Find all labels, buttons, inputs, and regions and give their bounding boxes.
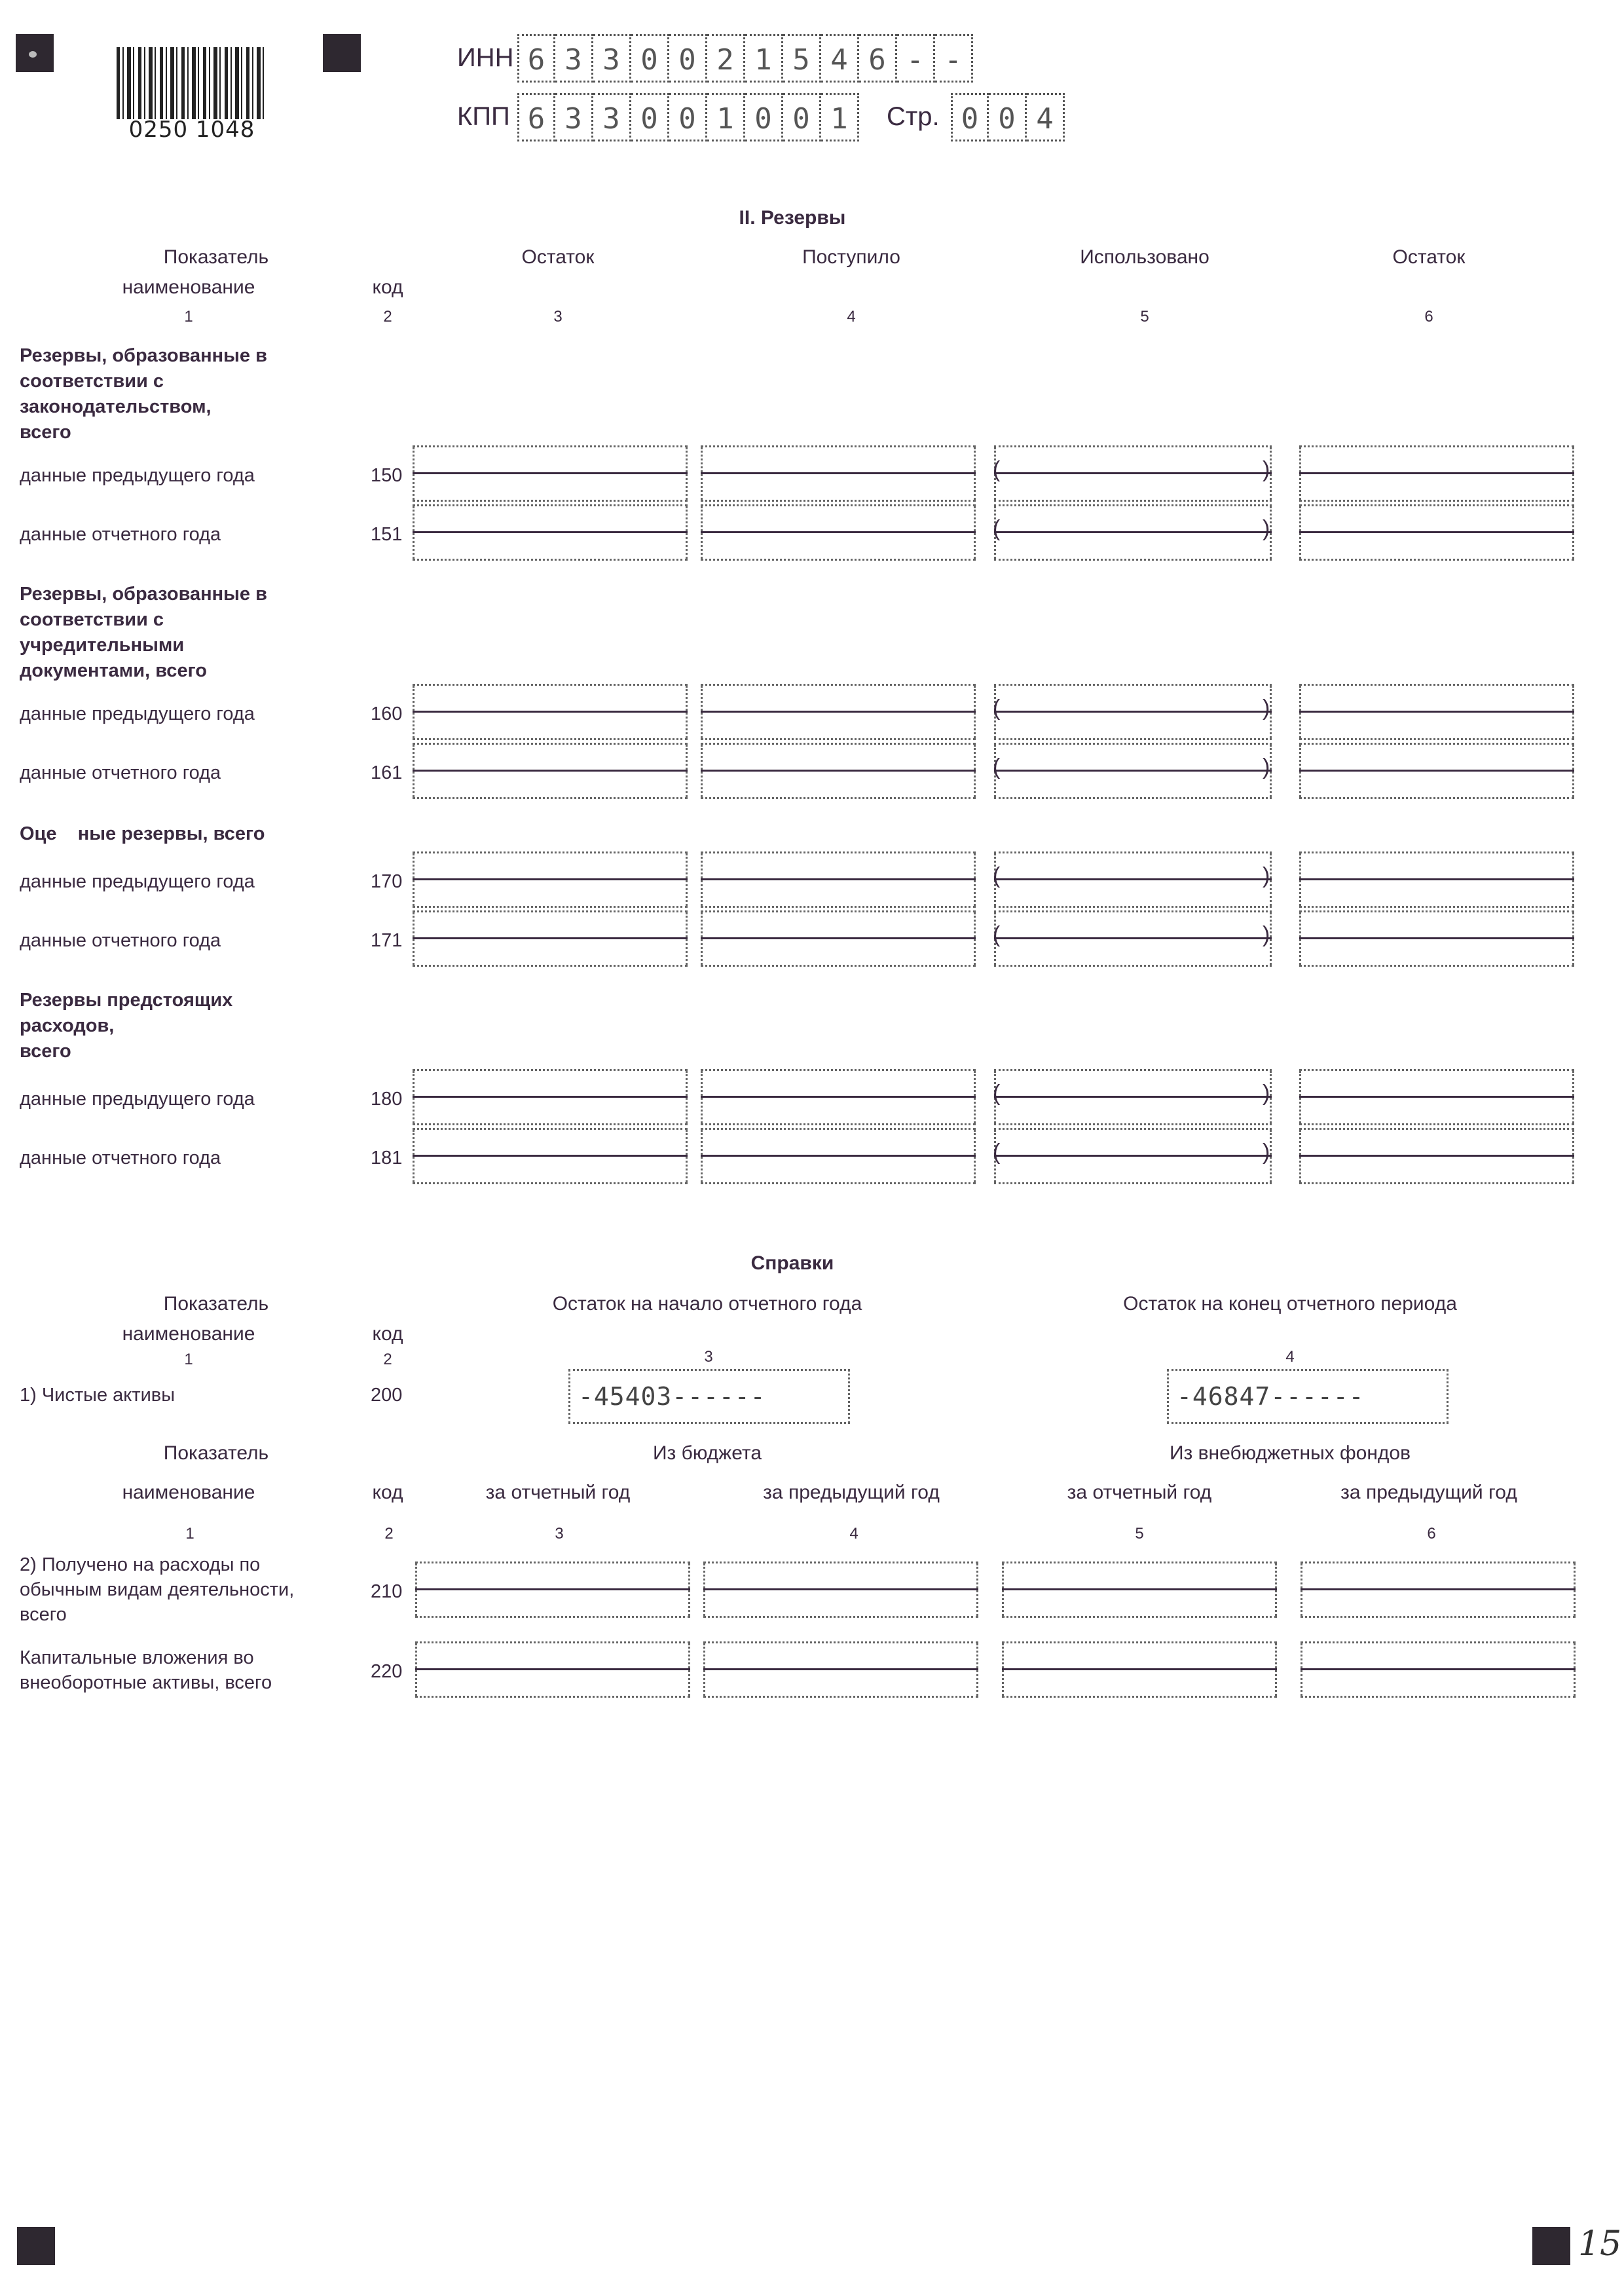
balance-start-field[interactable]	[413, 445, 688, 502]
inn-cell: 1	[745, 34, 783, 83]
balance-end-field[interactable]	[1299, 743, 1574, 799]
close-paren: )	[1263, 863, 1270, 888]
offbudget-reporting-year-field[interactable]	[1002, 1562, 1277, 1618]
close-paren: )	[1263, 696, 1270, 720]
balance-end-field[interactable]	[1299, 910, 1574, 967]
section-title-line: законодательством,	[20, 396, 212, 417]
balance-start-field[interactable]	[413, 684, 688, 740]
col-code-header: код	[372, 276, 403, 298]
registration-marker-bottom-right	[1532, 2227, 1570, 2265]
kpp-cell: 6	[517, 93, 555, 141]
col-number: 3	[555, 1525, 564, 1543]
close-paren: )	[1263, 755, 1270, 779]
row-label: данные предыдущего года	[20, 465, 255, 486]
section-title-line: всего	[20, 422, 71, 443]
used-field[interactable]	[994, 1069, 1272, 1125]
handwritten-page-number: 15	[1578, 2224, 1622, 2264]
section-title-legal-reserves	[20, 343, 267, 445]
row-210-label	[20, 1552, 294, 1627]
row-210-label-line: обычным видам деятельности,	[20, 1579, 295, 1600]
used-field[interactable]	[994, 445, 1272, 502]
col-offbudget-reporting-year: за отчетный год	[1067, 1482, 1212, 1503]
col-number: 6	[1424, 308, 1433, 326]
row-210-code: 210	[371, 1581, 403, 1602]
inn-cell: 2	[707, 34, 745, 83]
ref-col-start-header: Остаток на начало отчетного года	[552, 1293, 862, 1315]
section-title-charter-reserves	[20, 582, 267, 684]
used-field[interactable]	[994, 851, 1272, 908]
section-title-line: Резервы предстоящих	[20, 990, 233, 1011]
col-budget-reporting-year: за отчетный год	[485, 1482, 631, 1503]
ref-col-code-header: код	[372, 1323, 403, 1345]
col-balance-end-header: Остаток	[1392, 246, 1466, 268]
col-offbudget-previous-year: за предыдущий год	[1340, 1482, 1517, 1503]
close-paren: )	[1263, 1140, 1270, 1165]
page-cell: 4	[1027, 93, 1065, 141]
col-number: 3	[704, 1348, 713, 1366]
page-cell: 0	[989, 93, 1027, 141]
col-number: 4	[847, 308, 856, 326]
offbudget-previous-year-field[interactable]	[1301, 1562, 1576, 1618]
row-label: данные предыдущего года	[20, 871, 255, 892]
row-code: 170	[371, 871, 403, 892]
col-number: 2	[384, 1525, 394, 1543]
offbudget-reporting-year-field[interactable]	[1002, 1641, 1277, 1698]
row-code: 160	[371, 703, 403, 724]
page-label: Стр.	[887, 102, 940, 131]
kpp-label: КПП	[457, 102, 510, 131]
row-210-label-line: всего	[20, 1604, 67, 1625]
col-indicator-header: Показатель	[163, 246, 269, 268]
balance-start-field[interactable]	[413, 743, 688, 799]
used-field[interactable]	[994, 1128, 1272, 1184]
section-title-valuation-reserves	[20, 821, 265, 847]
close-paren: )	[1263, 516, 1270, 541]
row-code: 151	[371, 524, 403, 545]
balance-start-field[interactable]	[413, 851, 688, 908]
balance-start-field[interactable]	[413, 1128, 688, 1184]
kpp-cell: 0	[745, 93, 783, 141]
section-title-line: Резервы, образованные в	[20, 345, 267, 366]
inn-cell: 3	[593, 34, 631, 83]
inn-cell: 0	[631, 34, 669, 83]
row-code: 150	[371, 465, 403, 486]
ref-col-name-header: наименование	[122, 1323, 255, 1345]
open-paren: (	[993, 516, 1001, 541]
page-cell: 0	[951, 93, 989, 141]
ref2-col-name-header: наименование	[122, 1482, 255, 1503]
barcode-number: 0250 1048	[128, 117, 255, 143]
page-cells	[951, 93, 1065, 141]
inn-cell: 4	[821, 34, 859, 83]
barcode	[117, 47, 267, 145]
section-title-line: документами, всего	[20, 660, 207, 681]
received-field[interactable]	[701, 1128, 976, 1184]
col-number: 1	[185, 1525, 194, 1543]
row-label: данные предыдущего года	[20, 703, 255, 724]
col-number: 2	[383, 308, 392, 326]
open-paren: (	[993, 863, 1001, 888]
net-assets-code: 200	[371, 1385, 403, 1406]
col-budget-header: Из бюджета	[652, 1442, 762, 1464]
inn-cells	[517, 34, 973, 83]
col-number: 4	[849, 1525, 858, 1543]
budget-previous-year-field[interactable]	[703, 1562, 978, 1618]
open-paren: (	[993, 922, 1001, 947]
section-title-line: Резервы, образованные в	[20, 584, 267, 605]
barcode-bars	[117, 47, 267, 119]
col-number: 6	[1427, 1525, 1436, 1543]
kpp-cell: 0	[669, 93, 707, 141]
kpp-cell: 0	[631, 93, 669, 141]
col-number: 1	[184, 308, 193, 326]
inn-cell: 3	[555, 34, 593, 83]
open-paren: (	[993, 755, 1001, 779]
budget-previous-year-field[interactable]	[703, 1641, 978, 1698]
row-220-label-line: внеоборотные активы, всего	[20, 1672, 272, 1693]
row-220-code: 220	[371, 1661, 403, 1682]
balance-end-field[interactable]	[1299, 445, 1574, 502]
inn-cell: -	[897, 34, 935, 83]
open-paren: (	[993, 457, 1001, 482]
section-title-line: учредительными	[20, 635, 185, 656]
open-paren: (	[993, 696, 1001, 720]
section-title-line: всего	[20, 1041, 71, 1062]
kpp-cell: 0	[783, 93, 821, 141]
section-title-line: соответствии с	[20, 371, 164, 392]
ref2-col-indicator-header: Показатель	[163, 1442, 269, 1464]
col-number: 4	[1285, 1348, 1295, 1366]
used-field[interactable]	[994, 504, 1272, 561]
close-paren: )	[1263, 1081, 1270, 1106]
col-balance-start-header: Остаток	[521, 246, 595, 268]
balance-end-field[interactable]	[1299, 851, 1574, 908]
received-field[interactable]	[701, 910, 976, 967]
col-number: 1	[184, 1351, 193, 1368]
col-number: 5	[1135, 1525, 1144, 1543]
received-field[interactable]	[701, 445, 976, 502]
col-number: 5	[1140, 308, 1149, 326]
kpp-cell: 3	[593, 93, 631, 141]
col-offbudget-header: Из внебюджетных фондов	[1169, 1442, 1411, 1464]
open-paren: (	[993, 1081, 1001, 1106]
ref2-col-code-header: код	[372, 1482, 403, 1503]
row-label: данные предыдущего года	[20, 1089, 255, 1110]
references-title: Справки	[750, 1252, 834, 1274]
kpp-cells	[517, 93, 859, 141]
registration-marker-top-left	[16, 34, 54, 72]
row-code: 161	[371, 762, 403, 783]
balance-end-field[interactable]	[1299, 1128, 1574, 1184]
used-field[interactable]	[994, 743, 1272, 799]
net-assets-label: 1) Чистые активы	[20, 1385, 175, 1406]
balance-end-field[interactable]	[1299, 1069, 1574, 1125]
budget-reporting-year-field[interactable]	[415, 1562, 690, 1618]
inn-cell: 5	[783, 34, 821, 83]
reserves-title: II. Резервы	[739, 207, 846, 229]
open-paren: (	[993, 1140, 1001, 1165]
col-used-header: Использовано	[1080, 246, 1209, 268]
col-number: 3	[553, 308, 563, 326]
received-field[interactable]	[701, 743, 976, 799]
inn-cell: -	[935, 34, 973, 83]
balance-end-field[interactable]	[1299, 504, 1574, 561]
balance-end-field[interactable]	[1299, 684, 1574, 740]
row-label: данные отчетного года	[20, 930, 221, 951]
kpp-cell: 1	[707, 93, 745, 141]
inn-label: ИНН	[457, 43, 514, 72]
section-title-future-expense-reserves	[20, 988, 232, 1064]
net-assets-end-field[interactable]: -46847------	[1167, 1369, 1449, 1424]
received-field[interactable]	[701, 1069, 976, 1125]
balance-start-field[interactable]	[413, 1069, 688, 1125]
close-paren: )	[1263, 457, 1270, 482]
balance-start-field[interactable]	[413, 504, 688, 561]
row-code: 181	[371, 1148, 403, 1169]
row-220-label-line: Капитальные вложения во	[20, 1647, 254, 1668]
used-field[interactable]	[994, 684, 1272, 740]
section-title-line: расходов,	[20, 1015, 115, 1036]
row-code: 171	[371, 930, 403, 951]
received-field[interactable]	[701, 684, 976, 740]
budget-reporting-year-field[interactable]	[415, 1641, 690, 1698]
kpp-cell: 1	[821, 93, 859, 141]
col-number: 2	[383, 1351, 392, 1368]
inn-cell: 0	[669, 34, 707, 83]
registration-marker-bottom-left	[17, 2227, 55, 2265]
kpp-cell: 3	[555, 93, 593, 141]
received-field[interactable]	[701, 504, 976, 561]
row-label: данные отчетного года	[20, 762, 221, 783]
section-title-line: соответствии с	[20, 609, 164, 630]
row-220-label	[20, 1645, 272, 1695]
col-received-header: Поступило	[802, 246, 900, 268]
ref-col-indicator-header: Показатель	[163, 1293, 269, 1315]
used-field[interactable]	[994, 910, 1272, 967]
registration-marker-top-center	[323, 34, 361, 72]
offbudget-previous-year-field[interactable]	[1301, 1641, 1576, 1698]
net-assets-start-field[interactable]: -45403------	[568, 1369, 850, 1424]
balance-start-field[interactable]	[413, 910, 688, 967]
received-field[interactable]	[701, 851, 976, 908]
row-210-label-line: 2) Получено на расходы по	[20, 1554, 261, 1575]
section-title-line: Оце ные резервы, всего	[20, 823, 265, 844]
inn-cell: 6	[517, 34, 555, 83]
close-paren: )	[1263, 922, 1270, 947]
ref-col-end-header: Остаток на конец отчетного периода	[1123, 1293, 1457, 1315]
row-code: 180	[371, 1089, 403, 1110]
row-label: данные отчетного года	[20, 524, 221, 545]
col-name-header: наименование	[122, 276, 255, 298]
col-budget-previous-year: за предыдущий год	[763, 1482, 940, 1503]
inn-cell: 6	[859, 34, 897, 83]
row-label: данные отчетного года	[20, 1148, 221, 1169]
